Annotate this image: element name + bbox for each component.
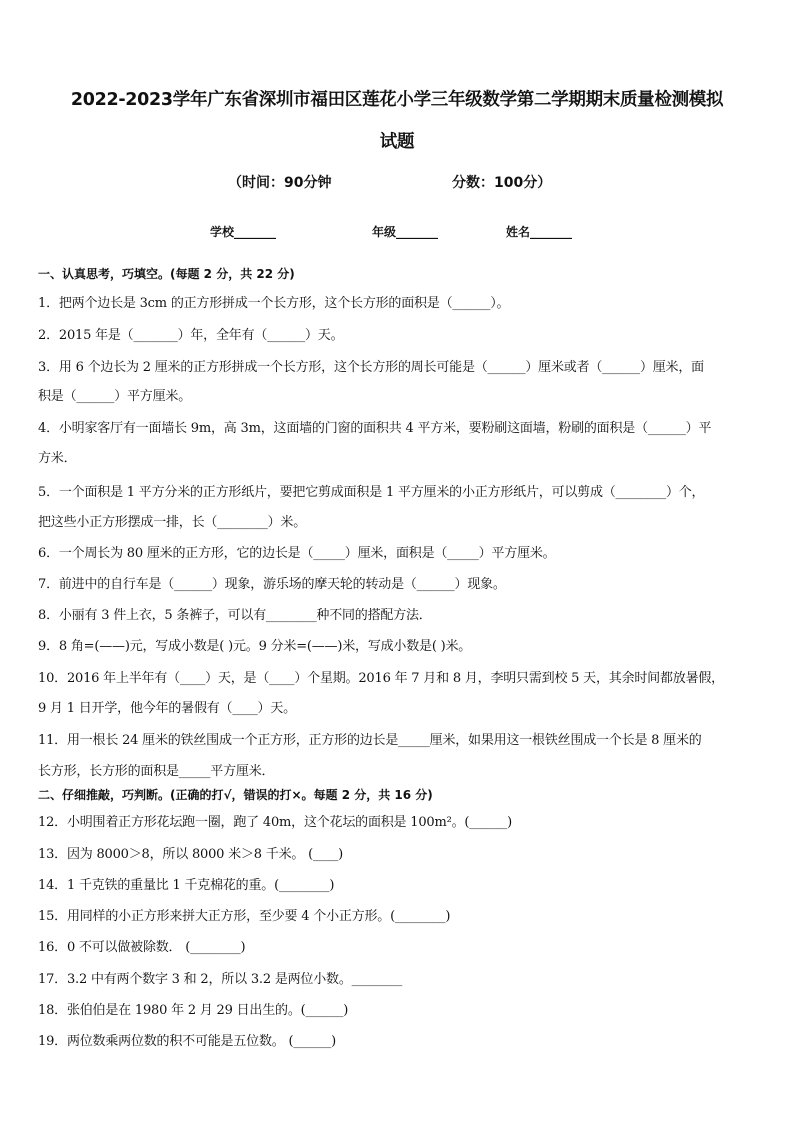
exam-time: （时间：90分钟 — [228, 175, 332, 191]
question-10-line1: 10．2016 年上半年有（____）天，是（____）个星期。2016 年 7 月和 8 月，李明只需到校 5 天，其余时间都放暑假， — [38, 671, 724, 686]
name-field[interactable]: 姓名_______ — [506, 225, 573, 239]
question-3-line1: 3．用 6 个边长为 2 厘米的正方形拼成一个长方形，这个长方形的周长可能是（______）厘米或者（______）厘米，面 — [38, 360, 704, 375]
question-16: 16．0 不可以做被除数． (________) — [38, 940, 246, 955]
grade-field[interactable]: 年级_______ — [372, 225, 439, 239]
question-19: 19．两位数乘两位数的积不可能是五位数。 (______) — [38, 1034, 337, 1049]
question-1: 1．把两个边长是 3cm 的正方形拼成一个长方形，这个长方形的面积是（______）。 — [38, 296, 510, 311]
question-10-line2: 9 月 1 日开学，他今年的暑假有（____）天。 — [38, 701, 296, 716]
section-1-heading: 一、认真思考，巧填空。(每题 2 分，共 22 分) — [38, 267, 295, 281]
question-3-line2: 积是（______）平方厘米。 — [38, 389, 192, 404]
document-title-line1: 2022-2023学年广东省深圳市福田区莲花小学三年级数学第二学期期末质量检测模拟 — [70, 90, 724, 110]
question-9: 9．8 角=(——)元，写成小数是( )元。9 分米=(——)米，写成小数是( )米。 — [38, 639, 472, 654]
document-title-line2: 试题 — [379, 132, 415, 152]
question-12: 12．小明围着正方形花坛跑一圈，跑了 40m，这个花坛的面积是 100m²。(______) — [38, 815, 512, 830]
exam-score: 分数：100分） — [452, 175, 552, 191]
school-field[interactable]: 学校_______ — [210, 225, 277, 239]
question-7: 7．前进中的自行车是（______）现象，游乐场的摩天轮的转动是（______）现象。 — [38, 577, 506, 592]
question-2: 2．2015 年是（_______）年，全年有（______）天。 — [38, 328, 344, 343]
question-11-line2: 长方形，长方形的面积是_____平方厘米． — [38, 764, 275, 779]
question-15: 15．用同样的小正方形来拼大正方形，至少要 4 个小正方形。(________) — [38, 909, 451, 924]
question-14: 14．1 千克铁的重量比 1 千克棉花的重。(________) — [38, 878, 335, 893]
question-4-line2: 方米． — [38, 451, 77, 466]
question-6: 6．一个周长为 80 厘米的正方形，它的边长是（_____）厘米，面积是（_____）平方厘米。 — [38, 546, 556, 561]
question-11-line1: 11．用一根长 24 厘米的铁丝围成一个正方形，正方形的边长是_____厘米，如果用这一根铁丝围成一个长是 8 厘米的 — [38, 733, 702, 748]
question-17: 17．3.2 中有两个数字 3 和 2，所以 3.2 是两位小数。________ — [38, 972, 403, 987]
question-13: 13．因为 8000＞8，所以 8000 米＞8 千米。 (____) — [38, 847, 344, 862]
question-4-line1: 4．小明家客厅有一面墙长 9m，高 3m，这面墙的门窗的面积共 4 平方米，要粉刷这面墙，粉刷的面积是（______）平 — [38, 421, 712, 436]
question-5-line1: 5．一个面积是 1 平方分米的正方形纸片，要把它剪成面积是 1 平方厘米的小正方形纸片，可以剪成（________）个， — [38, 485, 705, 500]
section-2-heading: 二、仔细推敲，巧判断。(正确的打√，错误的打×。每题 2 分，共 16 分) — [38, 788, 433, 802]
question-8: 8．小丽有 3 件上衣，5 条裤子，可以有________种不同的搭配方法． — [38, 608, 432, 623]
question-18: 18．张伯伯是在 1980 年 2 月 29 日出生的。(______) — [38, 1003, 349, 1018]
question-5-line2: 把这些小正方形摆成一排，长（________）米。 — [38, 515, 307, 530]
